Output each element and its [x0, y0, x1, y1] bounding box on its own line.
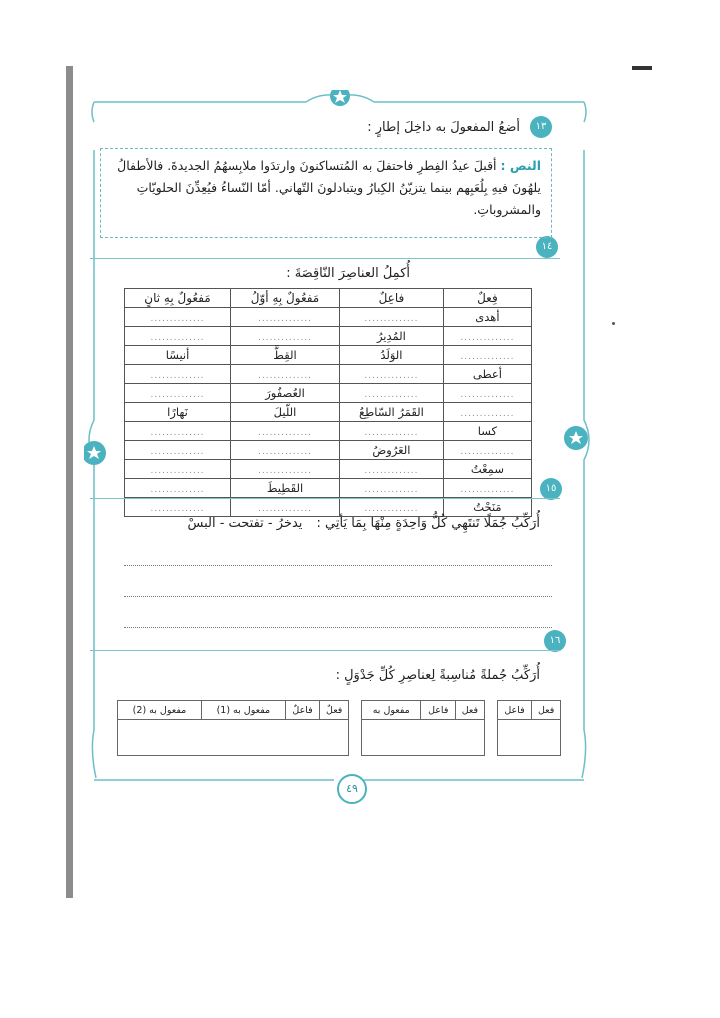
- table-row: [125, 479, 532, 498]
- table-cell: سمِعْتُ: [443, 460, 531, 479]
- table-c-cell: فعلٌ: [320, 701, 349, 720]
- table-gap: [349, 720, 362, 756]
- table-row: [125, 422, 532, 441]
- dots: ..............: [364, 371, 419, 381]
- table-row: [125, 403, 532, 422]
- table-cell: أنيسًا: [125, 346, 231, 365]
- table-cell: اللّيلَ: [231, 403, 340, 422]
- dots: ..............: [150, 428, 205, 438]
- table-row: [125, 460, 532, 479]
- dots: ..............: [257, 504, 313, 514]
- blank-cell[interactable]: [231, 498, 340, 517]
- answer-cell-b[interactable]: [362, 720, 485, 756]
- blank-cell[interactable]: [340, 498, 444, 517]
- blank-cell[interactable]: [125, 498, 231, 517]
- header-cell: مَفعُولٌ بِهِ ثانٍ: [125, 289, 231, 308]
- table-b-cell: فعل: [456, 701, 485, 720]
- blank-cell[interactable]: [340, 365, 444, 384]
- dots: ..............: [460, 333, 515, 343]
- dots: ..............: [460, 352, 515, 362]
- passage-text: أقبلَ عيدُ الفِطرِ فاحتفلَ به المُتساكنونَ وارتدَوا ملابِسهُمُ الجديدةَ. فالأطفالُ يلهُونَ فيهِ بِلُعَبِهم بينما يتزيّنُ الكِبارُ ويتبادلونَ التّهاني. أمّا النّساءُ فيُعِدِّنَ الحلويّاتِ والمشروباتِ.: [117, 158, 541, 217]
- table-cell: المُدِيرُ: [340, 327, 444, 346]
- table-header-row: [125, 289, 532, 308]
- blank-cell[interactable]: [125, 365, 231, 384]
- exercise2-heading: أُكمِلُ العناصِرَ النّاقِصَةَ :: [286, 266, 410, 281]
- table-gap: [349, 701, 362, 720]
- dots: ..............: [150, 466, 205, 476]
- section-divider: [90, 498, 560, 499]
- blank-cell[interactable]: [340, 308, 444, 327]
- dots: ..............: [257, 447, 313, 457]
- blank-cell[interactable]: [231, 460, 340, 479]
- blank-cell[interactable]: [443, 384, 531, 403]
- passage-box: [100, 148, 552, 238]
- table-row: [125, 327, 532, 346]
- blank-cell[interactable]: [443, 479, 531, 498]
- table-cell: أهدى: [443, 308, 531, 327]
- blank-cell[interactable]: [340, 422, 444, 441]
- table-cell: العَرُوضُ: [340, 441, 444, 460]
- table-cell: العُصفُورَ: [231, 384, 340, 403]
- blank-cell[interactable]: [443, 441, 531, 460]
- dots: ..............: [257, 314, 313, 324]
- missing-elements-table: [124, 288, 532, 517]
- dots: ..............: [364, 428, 419, 438]
- dots: ..............: [257, 428, 313, 438]
- dots: ..............: [257, 371, 313, 381]
- table-cell: كسا: [443, 422, 531, 441]
- table-b-cell: فاعل: [421, 701, 456, 720]
- dots: ..............: [364, 466, 419, 476]
- right-star-icon: [564, 426, 588, 450]
- blank-cell[interactable]: [231, 308, 340, 327]
- table-cell: الوَلَدُ: [340, 346, 444, 365]
- answer-cell-c[interactable]: [118, 720, 349, 756]
- table-gap: [484, 720, 497, 756]
- table-cell: أعطى: [443, 365, 531, 384]
- section-divider: [90, 650, 560, 651]
- dots: ..............: [150, 485, 205, 495]
- blank-cell[interactable]: [125, 422, 231, 441]
- header-cell: فِعلٌ: [443, 289, 531, 308]
- dots: ..............: [460, 485, 515, 495]
- table-a-cell: فعل: [532, 701, 561, 720]
- dots: ..............: [150, 504, 205, 514]
- sentence-table-header-row: [118, 701, 561, 720]
- table-row: [125, 498, 532, 517]
- table-c-cell: مفعول به (1): [201, 701, 285, 720]
- dots: ..............: [150, 390, 205, 400]
- exercise1-heading: أضعُ المفعولَ به داخِلَ إطارٍ :: [367, 120, 520, 135]
- blank-cell[interactable]: [125, 460, 231, 479]
- section-divider: [90, 258, 560, 259]
- dots: ..............: [150, 371, 205, 381]
- dots: ..............: [150, 314, 205, 324]
- table-row: [125, 308, 532, 327]
- blank-cell[interactable]: [443, 346, 531, 365]
- dots: ..............: [150, 333, 205, 343]
- dots: ..............: [257, 333, 313, 343]
- exercise-badge: ١٣: [530, 116, 552, 138]
- sentence-table-answer-row: [118, 720, 561, 756]
- table-row: [125, 365, 532, 384]
- blank-cell[interactable]: [443, 403, 531, 422]
- table-cell: مَنَحْتُ: [443, 498, 531, 517]
- exercise-badge: ١٥: [540, 478, 562, 500]
- dots: ..............: [257, 466, 313, 476]
- blank-cell[interactable]: [125, 441, 231, 460]
- scan-speck: [612, 322, 615, 325]
- header-cell: مَفعُولٌ بِهِ أوّلُ: [231, 289, 340, 308]
- blank-cell[interactable]: [231, 441, 340, 460]
- table-c-cell: مفعول به (2): [118, 701, 202, 720]
- exercise-badge: ١٦: [544, 630, 566, 652]
- sentence-tables: [117, 700, 561, 756]
- exercise3-instruction: أُرَكِّبُ جُمَلًا تَنتَهِي كُلُّ وَاحِدَةٍ مِنْهَا بِمَا يَأتِي :: [316, 516, 540, 531]
- table-row: [125, 346, 532, 365]
- dots: ..............: [364, 314, 419, 324]
- header-cell: فاعِلٌ: [340, 289, 444, 308]
- blank-cell[interactable]: [443, 327, 531, 346]
- answer-line[interactable]: [124, 627, 552, 628]
- dots: ..............: [460, 447, 515, 457]
- answer-line[interactable]: [124, 596, 552, 597]
- scan-edge-bar: [66, 66, 73, 898]
- page-number: ٤٩: [337, 774, 367, 804]
- answer-line[interactable]: [124, 565, 552, 566]
- dots: ..............: [460, 390, 515, 400]
- corner-dash: [632, 66, 652, 70]
- dots: ..............: [364, 485, 419, 495]
- passage-label: النص :: [500, 158, 541, 173]
- blank-cell[interactable]: [125, 479, 231, 498]
- left-star-icon: [84, 441, 106, 465]
- exercise3-heading: [188, 516, 541, 531]
- table-cell: القَطِيطَ: [231, 479, 340, 498]
- dots: ..............: [364, 390, 419, 400]
- exercise-badge: ١٤: [536, 236, 558, 258]
- table-gap: [484, 701, 497, 720]
- exercise4-heading: أُرَكِّبُ جُملةً مُناسِبةً لِعناصِرِ كُلِّ جَدْوَلٍ :: [335, 668, 540, 683]
- blank-cell[interactable]: [125, 327, 231, 346]
- blank-cell[interactable]: [340, 479, 444, 498]
- table-a-cell: فاعل: [497, 701, 532, 720]
- table-row: [125, 441, 532, 460]
- dots: ..............: [364, 504, 419, 514]
- table-c-cell: فاعلٌ: [285, 701, 320, 720]
- table-cell: القَمَرُ السّاطِعُ: [340, 403, 444, 422]
- blank-cell[interactable]: [231, 422, 340, 441]
- table-b-cell: مفعول به: [362, 701, 421, 720]
- dots: ..............: [460, 409, 515, 419]
- answer-cell-a[interactable]: [497, 720, 560, 756]
- blank-cell[interactable]: [231, 327, 340, 346]
- blank-cell[interactable]: [125, 308, 231, 327]
- blank-cell[interactable]: [125, 384, 231, 403]
- blank-cell[interactable]: [340, 384, 444, 403]
- blank-cell[interactable]: [231, 365, 340, 384]
- table-row: [125, 384, 532, 403]
- blank-cell[interactable]: [340, 460, 444, 479]
- table-cell: نَهارًا: [125, 403, 231, 422]
- exercise3-words: يدخرُ - تفتحت - البسْ: [187, 516, 303, 531]
- top-star-icon: [330, 90, 350, 106]
- dots: ..............: [150, 447, 205, 457]
- table-cell: القِطَّ: [231, 346, 340, 365]
